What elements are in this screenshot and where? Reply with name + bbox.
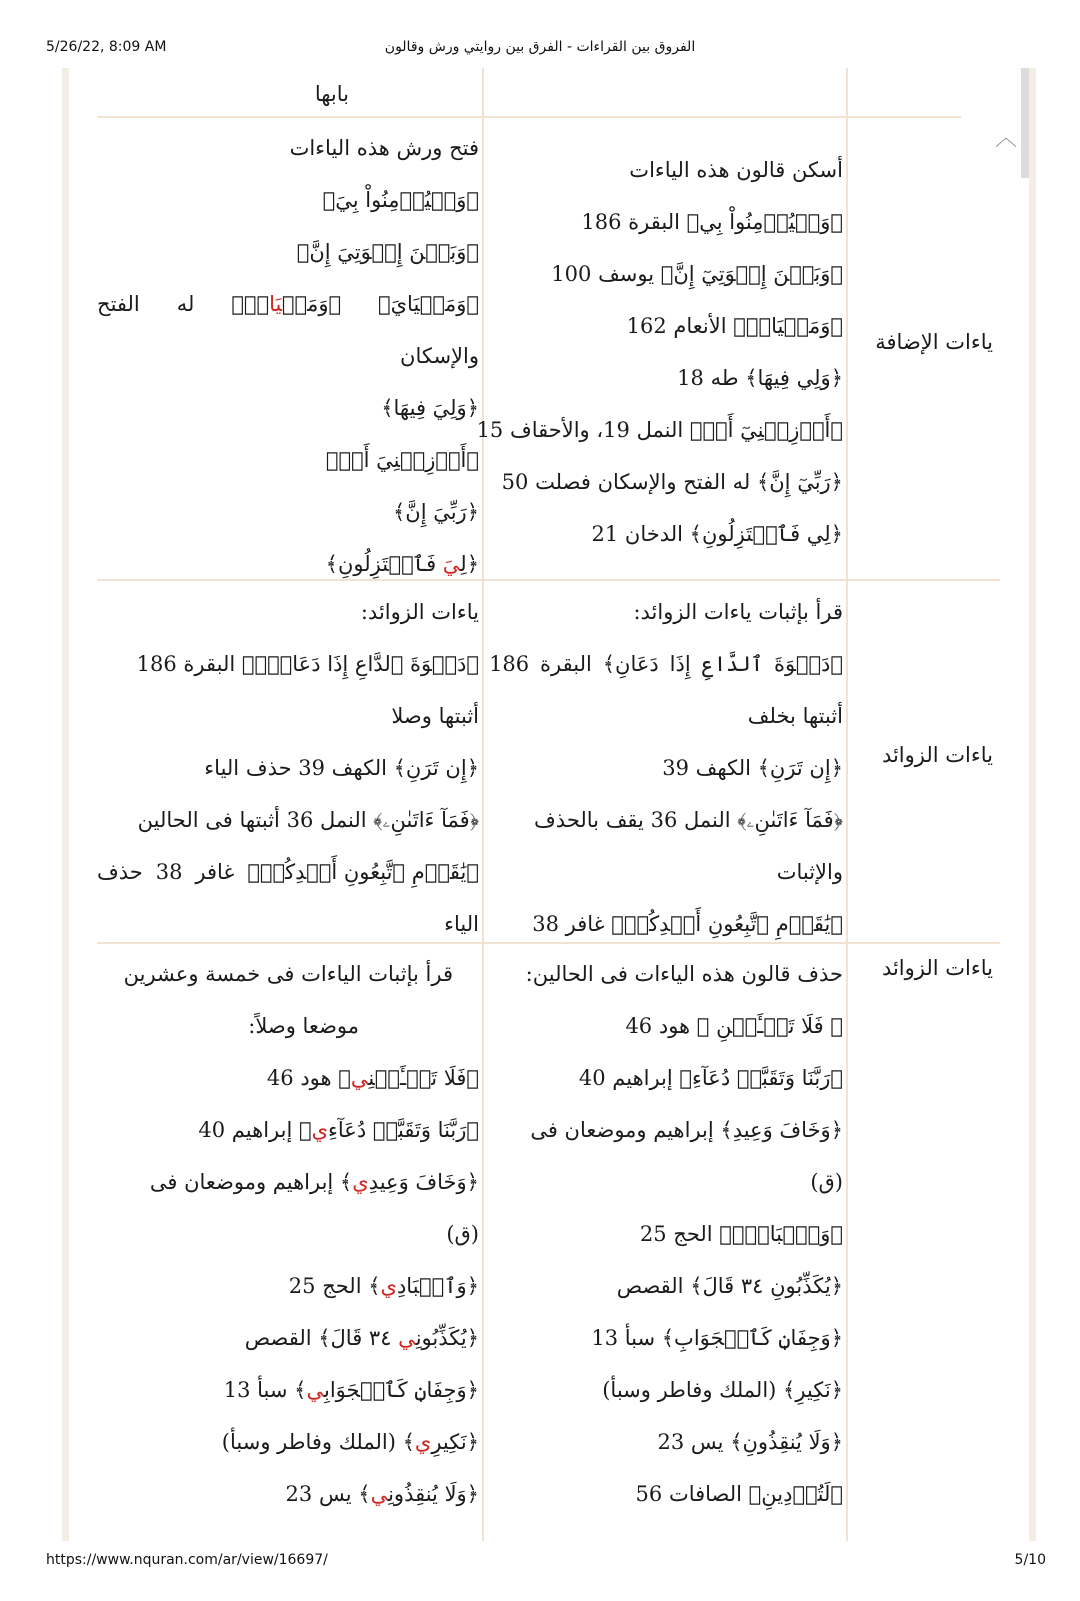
row2-warsh-line-5: ﴿فَمَآ ءَاتَىٰنِۦ﴾ النمل 36 أثبتها فى الحالين: [137, 808, 479, 832]
row1-qalun-line-5: ﴿وَلِي فِيهَا﴾ طه 18: [677, 366, 843, 390]
row2-warsh-line-4: ﴿إِن تَرَنِ﴾ الكهف 39 حذف الياء: [204, 756, 479, 780]
row3-warsh-line-2: موضعا وصلاً:: [248, 1014, 359, 1038]
row3-qalun-cell: [489, 948, 843, 1520]
highlighted-letter: ي: [398, 1326, 416, 1350]
row3-qalun-line-9: ﴿نَكِيرِ﴾ (الملك وفاطر وسبأ): [602, 1378, 843, 1402]
row3-warsh-line-8: ﴿يُكَذِّبُونِي ٣٤ قَالَ﴾ القصص: [244, 1326, 479, 1350]
row3-label: ياءات الزوائد: [881, 956, 993, 980]
row1-warsh-line-2: ﴿وَلۡيُؤۡمِنُواْ بِيَ﴾: [322, 188, 479, 212]
highlighted-letters: يَا: [269, 292, 282, 316]
highlighted-letter: ي: [350, 1066, 369, 1090]
row3-qalun-line-8: ﴿وَجِفَانٖ كَٱلۡجَوَابِ﴾ سبأ 13: [591, 1326, 843, 1350]
row1-qalun-line-8: ﴿لِي فَٱعۡتَزِلُونِ﴾ الدخان 21: [591, 522, 843, 546]
row2-warsh-line-6: ﴿يَٰقَوۡمِ ٱتَّبِعُونِ أَهۡدِكُمۡ﴾ غافر 38 حذف: [97, 860, 479, 884]
row1-warsh-line-6: ﴿وَلِيَ فِيهَا﴾: [381, 396, 479, 420]
highlighted-letter: ي: [306, 1378, 324, 1402]
row3-warsh-line-7: ﴿وَٱلۡبَادِي﴾ الحج 25: [288, 1274, 479, 1298]
row2-qalun-line-5: ﴿فَمَآ ءَاتَىٰنِۦ﴾ النمل 36 يقف بالحذف: [534, 808, 843, 832]
highlighted-letter: ي: [370, 1482, 389, 1506]
row1-warsh-line-7: ﴿أَوۡزِعۡنِيَ أَنۡ﴾: [325, 448, 479, 472]
row2-qalun-line-3: أثبتها بخلف: [747, 704, 843, 728]
row1-qalun-line-2: ﴿وَلۡيُؤۡمِنُواْ بِي﴾ البقرة 186: [581, 210, 843, 234]
row3-warsh-cell: [97, 948, 479, 1520]
row2-warsh-cell: [97, 586, 479, 950]
print-url[interactable]: https://www.nquran.com/ar/view/16697/: [46, 1552, 328, 1568]
row3-qalun-line-10: ﴿وَلَا يُنقِذُونِ﴾ يس 23: [657, 1430, 843, 1454]
scrollbar[interactable]: [1021, 68, 1029, 178]
row2-label: ياءات الزوائد: [881, 743, 993, 767]
row1-qalun-line-4: ﴿وَمَحۡيَايۡ﴾ الأنعام 162: [626, 314, 843, 338]
row1-warsh-line-9: ﴿لِيَ فَٱعۡتَزِلُونِ﴾: [325, 552, 479, 576]
row1-qalun-line-3: ﴿وَبَيۡنَ إِخۡوَتِيٓ إِنَّ﴾ يوسف 100: [551, 262, 843, 286]
row2-warsh-line-2: ﴿دَعۡوَةَ ٱلدَّاعِ إِذَا دَعَانِۖ﴾ البقرة 186: [136, 652, 479, 676]
row3-warsh-line-9: ﴿وَجِفَانٖ كَٱلۡجَوَابِي﴾ سبأ 13: [223, 1378, 479, 1402]
row1-warsh-word: له: [176, 292, 195, 316]
row0-warsh-cell: [109, 68, 349, 120]
row2-warsh-line-3: أثبتها وصلا: [391, 704, 479, 728]
highlighted-letters: يَ: [442, 552, 461, 576]
row2-qalun-line-1: قرأ بإثبات ياءات الزوائد:: [633, 600, 843, 624]
row3-qalun-line-3: ﴿رَبَّنَا وَتَقَبَّلۡ دُعَآءِ﴾ إبراهيم 40: [578, 1066, 843, 1090]
row2-qalun-line-4: ﴿إِن تَرَنِ﴾ الكهف 39: [662, 756, 843, 780]
row0-warsh-line: بابها: [314, 82, 349, 106]
row1-warsh-word-highlighted: ﴿وَمَحۡيَايۡ﴾: [231, 292, 342, 316]
row2-warsh-line-7: الياء: [444, 912, 479, 936]
row3-warsh-line-3: ﴿فَلَا تَسۡـَٔلۡنِي﴾ هود 46: [266, 1066, 479, 1090]
scroll-up-chevron-icon[interactable]: ︿: [995, 126, 1018, 151]
column-divider-left: [482, 68, 484, 1541]
row2-qalun-line-2: ﴿دَعۡوَةَ ٱلدَّاعِ إِذَا دَعَانِ﴾ البقرة 186: [489, 652, 843, 676]
highlighted-letter: ي: [311, 1118, 329, 1142]
page-number: 5/10: [1014, 1552, 1046, 1568]
row2-qalun-line-6: والإثبات: [776, 860, 843, 884]
row3-qalun-line-1: حذف قالون هذه الياءات فى الحالين:: [525, 962, 843, 986]
row1-qalun-line-1: أسكن قالون هذه الياءات: [629, 158, 843, 182]
row1-warsh-word: ﴿وَمَحۡيَايَ﴾: [378, 292, 479, 316]
row3-qalun-line-6: ﴿وَٱلۡبَادِۚ﴾ الحج 25: [639, 1222, 843, 1246]
row3-warsh-line-1: قرأ بإثبات الياءات فى خمسة وعشرين: [123, 962, 453, 986]
row1-warsh-line-1: فتح ورش هذه الياءات: [289, 136, 479, 160]
comparison-table: [62, 68, 1036, 1541]
highlighted-letter: ي: [414, 1430, 432, 1454]
row3-qalun-line-5: (ق): [810, 1170, 843, 1194]
row3-warsh-line-11: ﴿وَلَا يُنقِذُونِي﴾ يس 23: [285, 1482, 479, 1506]
row1-label: ياءات الإضافة: [875, 330, 993, 354]
row1-warsh-line-5: والإسكان: [400, 344, 479, 368]
highlighted-letter: ي: [380, 1274, 397, 1298]
row3-qalun-line-11: ﴿لَتُرۡدِينِ﴾ الصافات 56: [635, 1482, 843, 1506]
print-title: الفروق بين القراءات - الفرق بين روايتي ورش وقالون: [384, 39, 696, 55]
row1-warsh-line-8: ﴿رَبِّيَ إِنَّ﴾: [392, 500, 479, 524]
row1-qalun-cell: [476, 144, 843, 560]
row3-warsh-line-5: ﴿وَخَافَ وَعِيدِي﴾ إبراهيم وموضعان فى: [149, 1170, 479, 1194]
row3-warsh-line-6: (ق): [446, 1222, 479, 1246]
column-divider-right: [846, 68, 848, 1541]
row1-qalun-line-6: ﴿أَوۡزِعۡنِيٓ أَنۡ﴾ النمل 19، والأحقاف 15: [476, 418, 843, 442]
row2-qalun-cell: [489, 586, 843, 950]
row3-warsh-line-4: ﴿رَبَّنَا وَتَقَبَّلۡ دُعَآءِي﴾ إبراهيم 40: [198, 1118, 479, 1142]
row3-warsh-line-10: ﴿نَكِيرِي﴾ (الملك وفاطر وسبأ): [221, 1430, 479, 1454]
print-date: 5/26/22, 8:09 AM: [46, 39, 167, 55]
row3-qalun-line-4: ﴿وَخَافَ وَعِيدِ﴾ إبراهيم وموضعان فى: [530, 1118, 843, 1142]
highlighted-letter: ي: [352, 1170, 369, 1194]
row1-warsh-cell: [97, 122, 479, 590]
row1-warsh-line-4: [97, 278, 479, 330]
row1-qalun-line-7: ﴿رَبِّيٓ إِنَّ﴾ له الفتح والإسكان فصلت 50: [501, 470, 843, 494]
row2-qalun-line-7: ﴿يَٰقَوۡمِ ٱتَّبِعُونِ أَهۡدِكُمۡ﴾ غافر 38: [532, 912, 843, 936]
row3-qalun-line-7: ﴿يُكَذِّبُونِ ٣٤ قَالَ﴾ القصص: [616, 1274, 843, 1298]
row3-qalun-line-2: ﴿ فَلَا تَسۡـَٔلۡنِ ﴾ هود 46: [625, 1014, 843, 1038]
row2-warsh-line-1: ياءات الزوائد:: [360, 600, 479, 624]
row1-warsh-line-3: ﴿وَبَيۡنَ إِخۡوَتِيَ إِنَّ﴾: [296, 240, 479, 264]
row1-warsh-word: الفتح: [97, 292, 140, 316]
